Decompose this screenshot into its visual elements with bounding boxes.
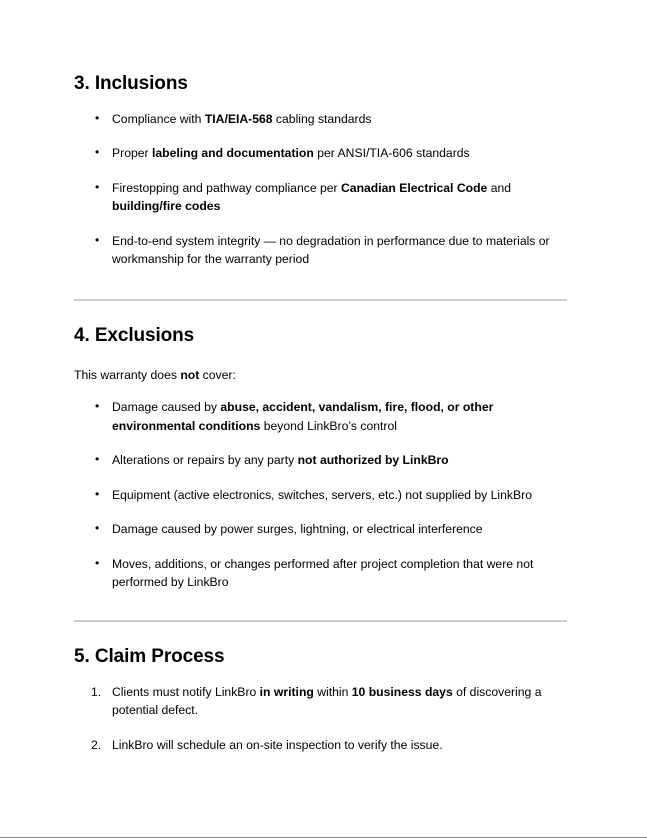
bullet-list-item: • Compliance with TIA/EIA-568 cabling standards <box>74 110 567 129</box>
section-claim-process <box>74 645 567 754</box>
exclusions-list <box>74 384 567 592</box>
numbered-list-item: LinkBro will schedule an on-site inspection to verify the issue. <box>112 737 443 752</box>
claim-process-list <box>74 669 567 755</box>
section-heading-inclusions: 3. Inclusions <box>74 73 188 94</box>
spacer <box>74 301 567 324</box>
emphasis-text: labeling and documentation <box>151 146 314 161</box>
spacer <box>74 592 567 620</box>
emphasis-text: not authorized by LinkBro <box>297 453 449 468</box>
emphasis-text: in writing <box>259 684 314 699</box>
bullet-list-item: • Alterations or repairs by any party not authorized by LinkBro <box>74 451 567 470</box>
bullet-list-item: • Equipment (active electronics, switches, servers, etc.) not supplied by LinkBro <box>74 486 567 505</box>
exclusions-intro: This warranty does not cover: <box>74 367 236 382</box>
emphasis-text: not <box>180 367 200 382</box>
spacer <box>74 622 567 645</box>
inclusions-list <box>74 96 567 269</box>
numbered-list-item: Clients must notify LinkBro in writing within 10 business days of discovering a potential defect. <box>112 684 542 718</box>
emphasis-text: TIA/EIA-568 <box>204 111 273 126</box>
emphasis-text: 10 business days <box>351 684 453 699</box>
bullet-list-item: • Damage caused by power surges, lightning, or electrical interference <box>74 520 567 539</box>
section-heading-exclusions: 4. Exclusions <box>74 325 195 347</box>
bullet-list-item: • Firestopping and pathway compliance per Canadian Electrical Code and building/fire codes <box>74 179 567 216</box>
bullet-list-item: • End-to-end system integrity — no degradation in performance due to materials or workmanship for the warranty period <box>74 232 567 269</box>
bullet-list-item: • Damage caused by abuse, accident, vandalism, fire, flood, or other environmental conditions beyond LinkBro’s control <box>74 398 567 435</box>
document-content <box>74 0 567 754</box>
emphasis-text: abuse, accident, vandalism, fire, flood, or other environmental conditions <box>112 400 494 433</box>
bullet-list-item: • Proper labeling and documentation per ANSI/TIA-606 standards <box>74 144 567 163</box>
spacer <box>74 269 567 299</box>
section-heading-claim-process: 5. Claim Process <box>74 645 225 667</box>
emphasis-text: Canadian Electrical Code <box>341 180 488 195</box>
section-inclusions <box>74 0 567 269</box>
bullet-list-item: • Moves, additions, or changes performed after project completion that were not performed by LinkBro <box>74 555 567 592</box>
section-exclusions <box>74 324 567 592</box>
emphasis-text: building/fire codes <box>112 199 221 214</box>
